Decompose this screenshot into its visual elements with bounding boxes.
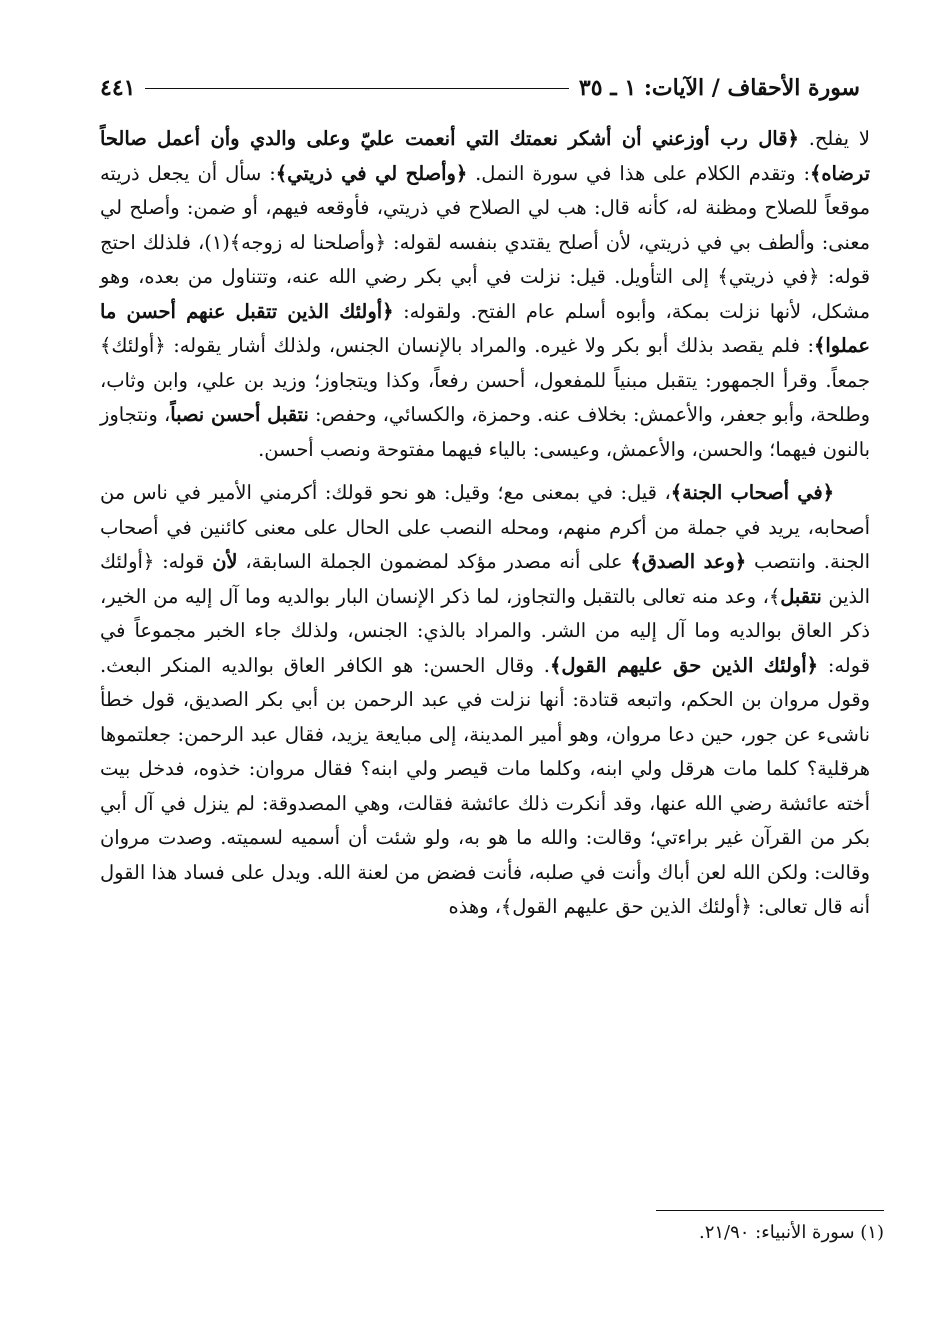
verse-quote: ﴿قال رب أوزعني أن أشكر نعمتك التي أنعمت عليّ وعلى والدي وأن أعمل صالحاً ترضاه﴾ [100, 127, 870, 185]
text-segment: ﴾، وعد منه تعالى بالتقبل والتجاوز، لما ذكر الإنسان البار بوالديه وما آل إليه من الخير، ذكر العاق بوالديه وما آل إليه من الشر. والمراد بالذي: الجنس، ولذلك جاء الخبر مجموعاً في قوله: [100, 584, 870, 677]
verse-quote: ﴿في أصحاب الجنة﴾ [670, 481, 834, 504]
paragraph-2 [100, 476, 870, 925]
text-segment: ، قيل: في بمعنى مع؛ وقيل: هو نحو قولك: أكرمني الأمير في ناس من أصحابه، يريد في جملة من أكرم منهم، ومحله النصب على الحال على معنى كائنين في أصحاب الجنة. وانتصب [100, 481, 871, 573]
verse-quote: ﴿أولئك الذين تتقبل عنهم أحسن ما عملوا﴾ [100, 299, 870, 357]
footnote-rule [656, 1210, 884, 1211]
text-segment: ، ونتجاوز بالنون فيهما؛ والحسن، والأعمش، وعيسى: بالياء فيهما مفتوحة ونصب أحسن. [100, 403, 870, 461]
text-segment: : سأل أن يجعل ذريته موقعاً للصلاح ومظنة له، كأنه قال: هب لي الصلاح في ذريتي، فأوقعه فيهم، أو ضمن: وأصلح لي معنى: وألطف بي في ذريتي، لأن أصلح يقتدي بنفسه لقوله: ﴿وأصلحنا له زوجه﴾(١)، فلذلك احتج قوله: ﴿في ذريتي﴾ إلى التأويل. قيل: نزلت في أبي بكر رضي الله عنه، وتتناول من بعده، وهو مشكل، لأنها نزلت بمكة، وأبوه أسلم عام الفتح. ولقوله: [100, 161, 870, 323]
header-title: سورة الأحقاف / الآيات: ١ ـ ٣٥ [578, 75, 860, 101]
body-text [100, 122, 870, 925]
text-segment: : فلم يقصد بذلك أبو بكر ولا غيره. والمراد بالإنسان الجنس، ولذلك أشار يقوله: ﴿أولئك﴾ جمعاً. وقرأ الجمهور: يتقبل مبنياً للمفعول، أحسن رفعاً، وكذا ويتجاوز؛ وزيد بن علي، وابن وثاب، وطلحة، وأبو جعفر، والأعمش: بخلاف عنه. وحمزة، والكسائي، وحفص: [100, 334, 871, 426]
text-segment: : وتقدم الكلام على هذا في سورة النمل. [467, 161, 810, 185]
verse-quote: ﴿أولئك الذين حق عليهم القول﴾ [549, 653, 818, 677]
header-rule [145, 88, 568, 89]
verse-quote: ﴿وعد الصدق﴾ [630, 550, 747, 573]
text-segment: على أنه مصدر مؤكد لمضمون الجملة السابقة، [237, 550, 631, 573]
page-number: ٤٤١ [100, 75, 136, 101]
text-segment: قوله: ﴿أولئك الذين [100, 550, 871, 608]
paragraph-1 [100, 122, 870, 467]
emphasis: نتقبل [780, 584, 822, 608]
text-segment: لا يفلح. [798, 127, 870, 150]
reading-variant: نتقبل أحسن نصباً [170, 403, 309, 426]
running-header [100, 70, 860, 106]
text-segment: . وقال الحسن: هو الكافر العاق بوالديه المنكر البعث. وقول مروان بن الحكم، واتبعه قتادة: أنها نزلت في عبد الرحمن بن أبي بكر الصديق، قول خطأ ناشىء عن جور، حين دعا مروان، وهو أمير المدينة، إلى مبايعة يزيد، فقال عبد الرحمن: جعلتموها هرقلية؟ كلما مات هرقل ولي ابنه، وكلما مات قيصر ولي ابنه؟ فقال مروان: خذوه، فدخل بيت أخته عائشة رضي الله عنها، وقد أنكرت ذلك عائشة فقالت، وهي المصدوقة: لم ينزل في آل أبي بكر من القرآن غير براءتي؛ وقالت: والله ما هو به، ولو شئت أن أسميه لسميته. وصدت مروان وقالت: ولكن الله لعن أباك وأنت في صلبه، فأنت فضض من لعنة الله. ويدل على فساد هذا القول أنه قال تعالى: ﴿أولئك الذين حق عليهم القول﴾، وهذه [100, 653, 870, 918]
verse-quote: ﴿وأصلح لي في ذريتي﴾ [275, 161, 468, 185]
emphasis: لأن [212, 550, 238, 573]
footnote: (١) سورة الأنبياء: ٢١/٩٠. [698, 1222, 884, 1243]
